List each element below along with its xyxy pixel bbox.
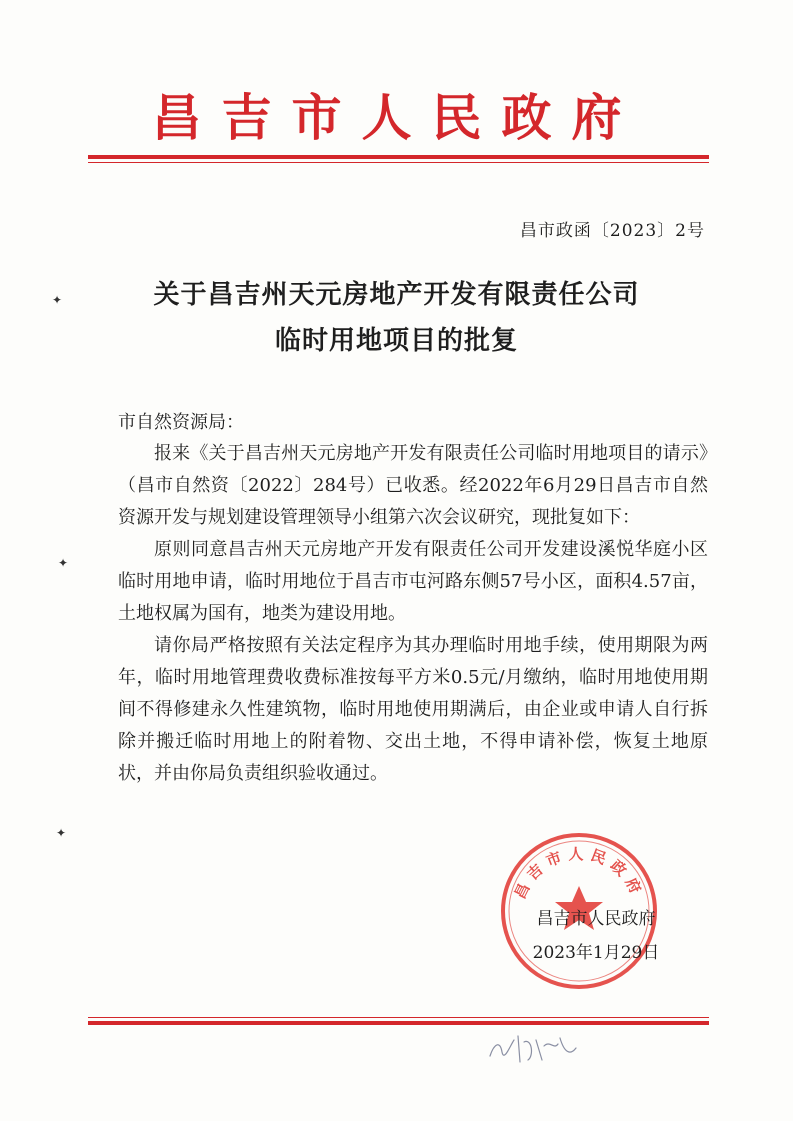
document-title-line-2: 临时用地项目的批复 xyxy=(274,326,518,356)
binding-hole-mark: ✦ xyxy=(58,556,69,570)
binding-hole-mark: ✦ xyxy=(56,826,67,840)
document-number: 昌市政函〔2023〕2号 xyxy=(519,221,705,241)
document-title-line-1: 关于昌吉州天元房地产开发有限责任公司 xyxy=(153,280,640,310)
body-paragraph: 请你局严格按照有关法定程序为其办理临时用地手续，使用期限为两年，临时用地管理费收费标准按每平方米0.5元/月缴纳，临时用地使用期间不得修建永久性建筑物，临时用地使用期满后，由企业或申请人自行拆除并搬迁临时用地上的附着物、交出土地，不得申请补偿，恢复土地原状，并由你局负责组织验收通过。 xyxy=(118,635,708,784)
body-paragraph: 报来《关于昌吉州天元房地产开发有限责任公司临时用地项目的请示》（昌市自然资〔2022〕284号）已收悉。经2022年6月29日昌吉市自然资源开发与规划建设管理领导小组第六次会议研究，现批复如下： xyxy=(118,443,708,528)
footer-rule-thick xyxy=(88,1021,709,1025)
header-rule-thin xyxy=(88,162,709,163)
handwritten-initials xyxy=(484,1026,594,1072)
signature-date: 2023年1月29日 xyxy=(532,943,660,963)
signature-block xyxy=(496,902,696,970)
body-paragraph: 原则同意昌吉州天元房地产开发有限责任公司开发建设溪悦华庭小区临时用地申请，临时用地位于昌吉市屯河路东侧57号小区，面积4.57亩，土地权属为国有，地类为建设用地。 xyxy=(118,539,708,624)
footer-rule-thin xyxy=(88,1017,709,1018)
seal-text: 昌吉市人民政府 xyxy=(510,845,648,902)
addressee: 市自然资源局： xyxy=(118,412,244,433)
document-body xyxy=(118,438,708,790)
header-rule-thick xyxy=(88,155,709,159)
binding-hole-mark: ✦ xyxy=(52,293,63,307)
signature-organization: 昌吉市人民政府 xyxy=(536,909,656,929)
masthead-title: 昌吉市人民政府 xyxy=(151,88,642,147)
